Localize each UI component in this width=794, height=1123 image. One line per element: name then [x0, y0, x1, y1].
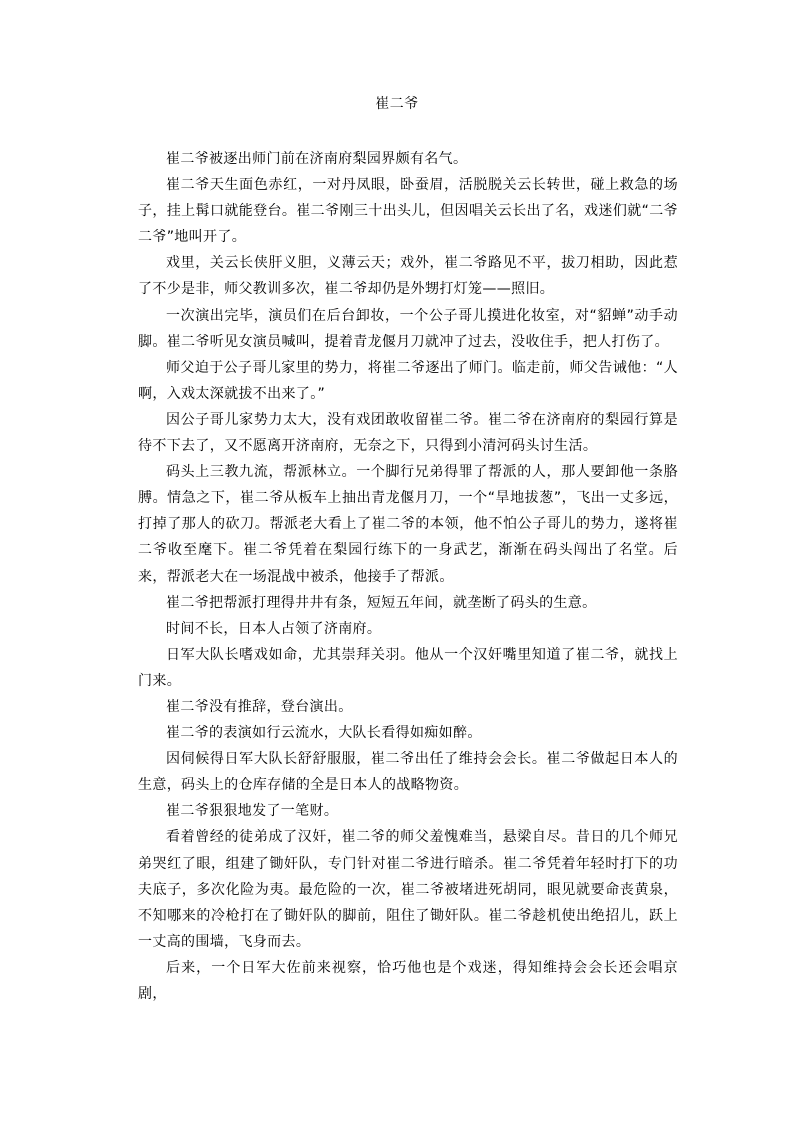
paragraph: 崔二爷没有推辞，登台演出。: [166, 698, 353, 715]
paragraph: 崔二爷狠狠地发了一笔财。: [166, 803, 339, 820]
paragraph: 因伺候得日军大队长舒舒服服，崔二爷出任了维持会会长。崔二爷做起日本人的生意，码头上的仓库存储的全是日本人的战略物资。: [138, 751, 678, 794]
paragraph: 崔二爷被逐出师门前在济南府梨园界颇有名气。: [166, 151, 468, 167]
paragraph: 一次演出完毕，演员们在后台卸妆，一个公子哥儿摸进化妆室，对“貂蝉”动手动脚。崔二爷听见女演员喊叫，提着青龙偃月刀就冲了过去，没收住手，把人打伤了。: [138, 307, 678, 350]
paragraph: 崔二爷的表演如行云流水，大队长看得如痴如醉。: [166, 725, 482, 742]
paragraph: 时间不长，日本人占领了济南府。: [166, 620, 382, 637]
paragraph: 师父迫于公子哥儿家里的势力，将崔二爷逐出了师门。临走前，师父告诫他：“人啊，入戏太深就拔不出来了。”: [138, 359, 678, 402]
paragraph: 崔二爷把帮派打理得井井有条，短短五年间，就垄断了码头的生意。: [166, 594, 597, 611]
paragraph: 后来，一个日军大佐前来视察，恰巧他也是个戏迷，得知维持会会长还会唱京剧，: [138, 959, 678, 1002]
paragraph: 崔二爷天生面色赤红，一对丹凤眼，卧蚕眉，活脱脱关云长转世，碰上救急的场子，挂上髯口就能登台。崔二爷刚三十出头儿，但因唱关云长出了名，戏迷们就“二爷二爷”地叫开了。: [138, 177, 678, 246]
document-body: [138, 146, 678, 1007]
paragraph: 因公子哥儿家势力太大，没有戏团敢收留崔二爷。崔二爷在济南府的梨园行算是待不下去了，又不愿离开济南府，无奈之下，只得到小清河码头讨生活。: [138, 411, 678, 455]
paragraph: 日军大队长嗜戏如命，尤其崇拜关羽。他从一个汉奸嘴里知道了崔二爷，就找上门来。: [138, 646, 678, 689]
paragraph: 看着曾经的徒弟成了汉奸，崔二爷的师父羞愧难当，悬梁自尽。昔日的几个师兄弟哭红了眼，组建了锄奸队，专门针对崔二爷进行暗杀。崔二爷凭着年轻时打下的功夫底子，多次化险为夷。最危险的一次，崔二爷被堵进死胡同，眼见就要命丧黄泉，不知哪来的冷枪打在了锄奸队的脚前，阻住了锄奸队。崔二爷趁机使出绝招儿，跃上一丈高的围墙，飞身而去。: [138, 829, 678, 950]
paragraph: 码头上三教九流，帮派林立。一个脚行兄弟得罪了帮派的人，那人要卸他一条胳膊。情急之下，崔二爷从板车上抽出青龙偃月刀，一个“旱地拔葱”，飞出一丈多远，打掉了那人的砍刀。帮派老大看上了崔二爷的本领，他不怕公子哥儿的势力，遂将崔二爷收至麾下。崔二爷凭着在梨园行练下的一身武艺，渐渐在码头闯出了名堂。后来，帮派老大在一场混战中被杀，他接手了帮派。: [138, 464, 678, 585]
document-title: 崔二爷: [375, 96, 419, 112]
paragraph: 戏里，关云长侠肝义胆，义薄云天；戏外，崔二爷路见不平，拔刀相助，因此惹了不少是非，师父教训多次，崔二爷却仍是外甥打灯笼——照旧。: [138, 255, 678, 298]
